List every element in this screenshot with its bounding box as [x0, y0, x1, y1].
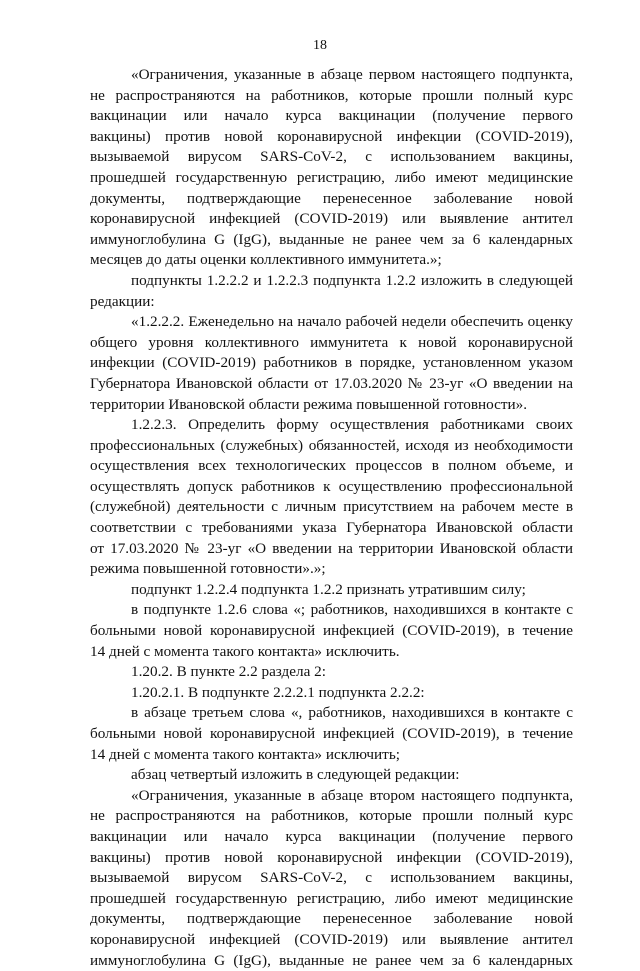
text-line: вакцины) против новой коронавирусной инфекции (COVID-2019),	[90, 127, 573, 145]
text-line: редакции:	[90, 292, 155, 310]
text-line: вызываемой вирусом SARS-CoV-2, с использованием вакцины,	[90, 869, 573, 887]
text-line: документы, подтверждающие перенесенное заболевание новой	[90, 189, 573, 207]
text-line: (служебной) деятельности с личным присутствием на рабочем месте в	[90, 498, 573, 516]
text-line: «1.2.2.2. Еженедельно на начало рабочей недели обеспечить оценку	[131, 313, 573, 331]
text-line: профессиональных (служебных) обязанностей, исходя из необходимости	[90, 436, 573, 454]
text-line: общего уровня коллективного иммунитета к новой коронавирусной	[90, 333, 573, 351]
text-line: инфекции (COVID-2019) работников в порядке, установленном указом	[90, 354, 573, 372]
text-line: иммуноглобулина G (IgG), выданные не ранее чем за 6 календарных	[90, 230, 573, 248]
text-line: иммуноглобулина G (IgG), выданные не ранее чем за 6 календарных	[90, 951, 573, 969]
text-line: 14 дней с момента такого контакта» исключить;	[90, 745, 400, 763]
text-line: вакцинации или начало курса вакцинации (получение первого	[90, 107, 573, 125]
text-line: коронавирусной инфекцией (COVID-2019) или выявление антител	[90, 210, 573, 228]
text-line: территории Ивановской области режима повышенной готовности».	[90, 395, 528, 413]
text-line: месяцев до даты оценки коллективного иммунитета.»;	[90, 251, 442, 269]
text-line: Губернатора Ивановской области от 17.03.2020 № 23-уг «О введении на	[90, 374, 573, 392]
text-line: в подпункте 1.2.6 слова «; работников, находившихся в контакте с	[131, 601, 573, 619]
text-line: 1.20.2. В пункте 2.2 раздела 2:	[131, 663, 326, 681]
document-body	[90, 65, 573, 971]
text-line: абзац четвертый изложить в следующей редакции:	[131, 766, 460, 784]
text-line: подпункт 1.2.2.4 подпункта 1.2.2 признать утратившим силу;	[131, 580, 526, 598]
text-line: больными новой коронавирусной инфекцией (COVID-2019), в течение	[90, 622, 573, 640]
text-line: вакцинации или начало курса вакцинации (получение первого	[90, 827, 573, 845]
text-line: осуществлять допуск работников к осуществлению профессиональной	[90, 477, 573, 495]
text-line: 1.2.2.3. Определить форму осуществления работниками своих	[131, 416, 573, 434]
text-line: 1.20.2.1. В подпункте 2.2.2.1 подпункта 2.2.2:	[131, 683, 425, 701]
text-line: больными новой коронавирусной инфекцией (COVID-2019), в течение	[90, 725, 573, 742]
text-line: подпункты 1.2.2.2 и 1.2.2.3 подпункта 1.2.2 изложить в следующей	[131, 271, 573, 289]
page-number: 18	[313, 38, 327, 53]
text-line: 14 дней с момента такого контакта» исключить.	[90, 642, 400, 660]
text-line: прошедшей государственную регистрацию, либо имеют медицинские	[90, 889, 573, 907]
text-line: осуществления всех технологических процессов в полном объеме, и	[90, 457, 573, 475]
text-line: не распространяются на работников, которые прошли полный курс	[90, 86, 573, 104]
text-line: «Ограничения, указанные в абзаце первом настоящего подпункта,	[131, 66, 573, 83]
text-line: от 17.03.2020 № 23-уг «О введении на территории Ивановской области	[90, 539, 573, 557]
text-line: режима повышенной готовности».»;	[90, 560, 326, 578]
text-line: в абзаце третьем слова «, работников, находившихся в контакте с	[131, 704, 573, 722]
text-line: вакцины) против новой коронавирусной инфекции (COVID-2019),	[90, 848, 573, 866]
text-line: прошедшей государственную регистрацию, либо имеют медицинские	[90, 168, 573, 186]
text-line: не распространяются на работников, которые прошли полный курс	[90, 807, 573, 825]
text-line: документы, подтверждающие перенесенное заболевание новой	[90, 910, 573, 928]
text-line: вызываемой вирусом SARS-CoV-2, с использованием вакцины,	[90, 148, 573, 166]
text-line: «Ограничения, указанные в абзаце втором настоящего подпункта,	[131, 786, 573, 804]
text-line: коронавирусной инфекцией (COVID-2019) или выявление антител	[90, 930, 573, 948]
text-line: соответствии с требованиями указа Губернатора Ивановской области	[90, 519, 573, 537]
